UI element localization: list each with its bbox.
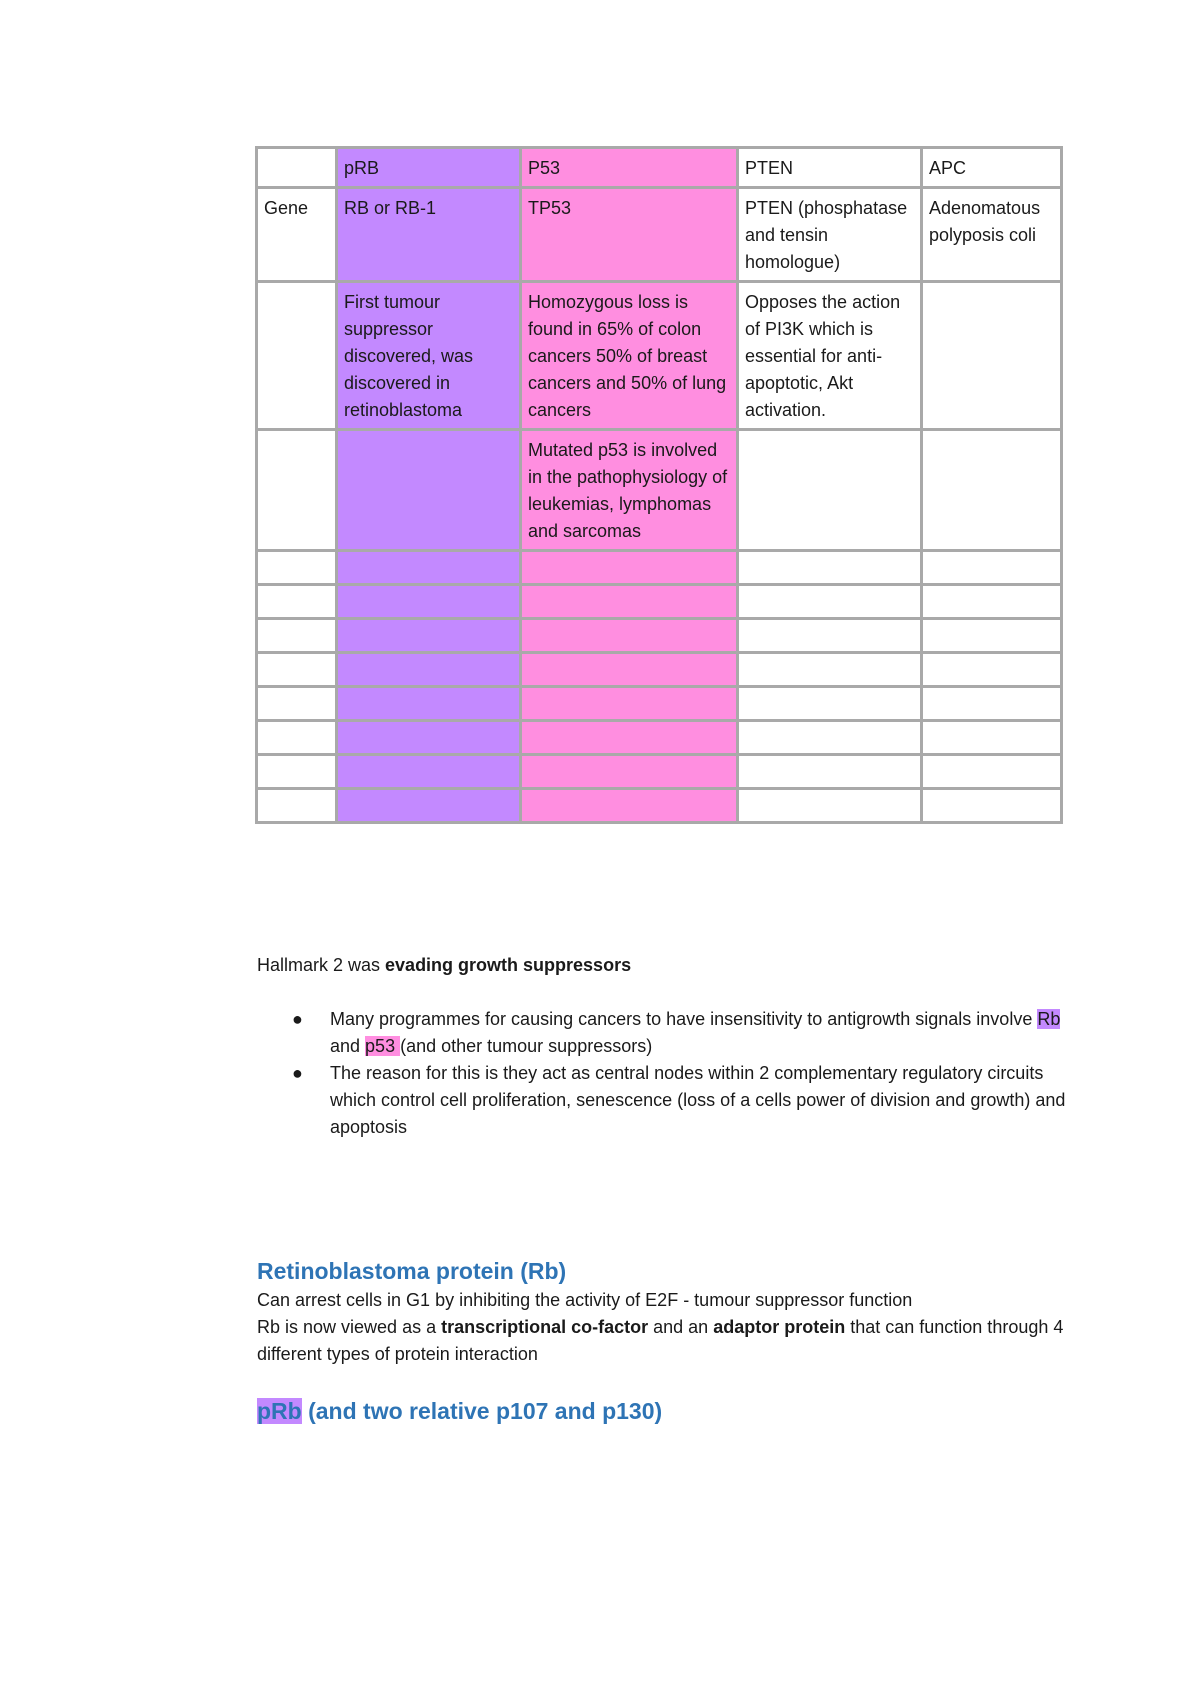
table-row-empty bbox=[257, 687, 1062, 721]
hallmark-prefix: Hallmark 2 was bbox=[257, 955, 386, 975]
table-cell bbox=[738, 721, 922, 755]
table-cell bbox=[521, 755, 738, 789]
table-cell bbox=[738, 789, 922, 823]
section-heading-retinoblastoma: Retinoblastoma protein (Rb) bbox=[257, 1258, 567, 1284]
table-cell bbox=[738, 687, 922, 721]
list-item bbox=[257, 1060, 1077, 1141]
table-row-empty bbox=[257, 551, 1062, 585]
table-cell bbox=[922, 721, 1062, 755]
text-span: and an bbox=[648, 1317, 714, 1337]
row-label-gene: Gene bbox=[257, 188, 337, 282]
table-cell bbox=[337, 653, 521, 687]
paragraph-line: Can arrest cells in G1 by inhibiting the activity of E2F - tumour suppressor function bbox=[257, 1290, 913, 1310]
table-row-empty bbox=[257, 585, 1062, 619]
table-cell bbox=[521, 585, 738, 619]
table-cell bbox=[521, 619, 738, 653]
table-row bbox=[257, 282, 1062, 430]
table-cell bbox=[337, 619, 521, 653]
table-cell: Homozygous loss is found in 65% of colon cancers 50% of breast cancers and 50% of lung cancers bbox=[521, 282, 738, 430]
table-cell bbox=[738, 551, 922, 585]
bullet-icon: ● bbox=[292, 1063, 303, 1083]
table-cell bbox=[337, 687, 521, 721]
table-cell bbox=[337, 551, 521, 585]
bullet-text: The reason for this is they act as central nodes within 2 complementary regulatory circuits which control cell proliferation, senescence (loss of a cells power of division and growth) and apoptosis bbox=[330, 1063, 1066, 1137]
table-cell bbox=[257, 789, 337, 823]
column-header-apc: APC bbox=[922, 148, 1062, 188]
table-row-empty bbox=[257, 619, 1062, 653]
table-cell bbox=[738, 653, 922, 687]
table-cell bbox=[257, 282, 337, 430]
paragraph-line bbox=[257, 1314, 1087, 1368]
table-cell bbox=[521, 721, 738, 755]
table-cell bbox=[738, 755, 922, 789]
text-span: that can function through 4 different types of protein interaction bbox=[257, 1317, 1064, 1364]
tumour-suppressor-table bbox=[255, 146, 1063, 824]
highlight-p53: p53 bbox=[365, 1036, 401, 1056]
bold-term: transcriptional co-factor bbox=[441, 1317, 649, 1337]
table-cell bbox=[738, 619, 922, 653]
table-cell bbox=[257, 585, 337, 619]
table-cell bbox=[738, 585, 922, 619]
table-cell bbox=[337, 721, 521, 755]
table-cell bbox=[257, 687, 337, 721]
hallmark-line bbox=[257, 952, 631, 979]
bold-term: adaptor protein bbox=[713, 1317, 846, 1337]
table-cell: Adenomatous polyposis coli bbox=[922, 188, 1062, 282]
table-cell bbox=[922, 619, 1062, 653]
table-cell: TP53 bbox=[521, 188, 738, 282]
heading-text: (and two relative p107 and p130) bbox=[301, 1398, 663, 1424]
table-cell bbox=[922, 282, 1062, 430]
table-cell: Mutated p53 is involved in the pathophysiology of leukemias, lymphomas and sarcomas bbox=[521, 430, 738, 551]
table-cell bbox=[257, 619, 337, 653]
list-item bbox=[257, 1006, 1077, 1060]
bullet-icon: ● bbox=[292, 1009, 303, 1029]
table-cell bbox=[521, 789, 738, 823]
table-header-row bbox=[257, 148, 1062, 188]
section-heading-prb bbox=[257, 1396, 662, 1426]
column-header-prb: pRB bbox=[337, 148, 521, 188]
table-cell bbox=[257, 755, 337, 789]
bullet-text: Many programmes for causing cancers to have insensitivity to antigrowth signals involve bbox=[330, 1009, 1038, 1029]
retinoblastoma-paragraph bbox=[257, 1287, 1087, 1368]
table-row-empty bbox=[257, 789, 1062, 823]
table-cell: RB or RB-1 bbox=[337, 188, 521, 282]
table-row-empty bbox=[257, 721, 1062, 755]
table-cell bbox=[521, 653, 738, 687]
table-row-gene bbox=[257, 188, 1062, 282]
table-cell bbox=[922, 551, 1062, 585]
table-cell bbox=[521, 687, 738, 721]
table-cell bbox=[922, 653, 1062, 687]
bullet-list bbox=[257, 1006, 1077, 1141]
text-span: Rb is now viewed as a bbox=[257, 1317, 442, 1337]
table-cell bbox=[922, 585, 1062, 619]
table-cell bbox=[521, 551, 738, 585]
table-cell bbox=[337, 585, 521, 619]
table-cell bbox=[922, 789, 1062, 823]
table-cell bbox=[922, 687, 1062, 721]
table-cell bbox=[922, 430, 1062, 551]
table-cell: First tumour suppressor discovered, was discovered in retinoblastoma bbox=[337, 282, 521, 430]
table-cell bbox=[922, 755, 1062, 789]
table-cell bbox=[257, 551, 337, 585]
table-cell: PTEN (phosphatase and tensin homologue) bbox=[738, 188, 922, 282]
table-cell: Opposes the action of PI3K which is essential for anti-apoptotic, Akt activation. bbox=[738, 282, 922, 430]
column-header-p53: P53 bbox=[521, 148, 738, 188]
bullet-text: (and other tumour suppressors) bbox=[400, 1036, 653, 1056]
hallmark-bold: evading growth suppressors bbox=[385, 955, 632, 975]
table-row bbox=[257, 430, 1062, 551]
table-cell bbox=[257, 148, 337, 188]
table-cell bbox=[337, 789, 521, 823]
table-cell bbox=[337, 430, 521, 551]
table-cell bbox=[337, 755, 521, 789]
bullet-text: and bbox=[330, 1036, 366, 1056]
table-cell bbox=[257, 721, 337, 755]
column-header-pten: PTEN bbox=[738, 148, 922, 188]
table-cell bbox=[257, 653, 337, 687]
table-cell bbox=[738, 430, 922, 551]
highlight-rb: Rb bbox=[1037, 1009, 1061, 1029]
highlight-prb: pRb bbox=[257, 1398, 302, 1424]
table-row-empty bbox=[257, 755, 1062, 789]
table-row-empty bbox=[257, 653, 1062, 687]
table-cell bbox=[257, 430, 337, 551]
